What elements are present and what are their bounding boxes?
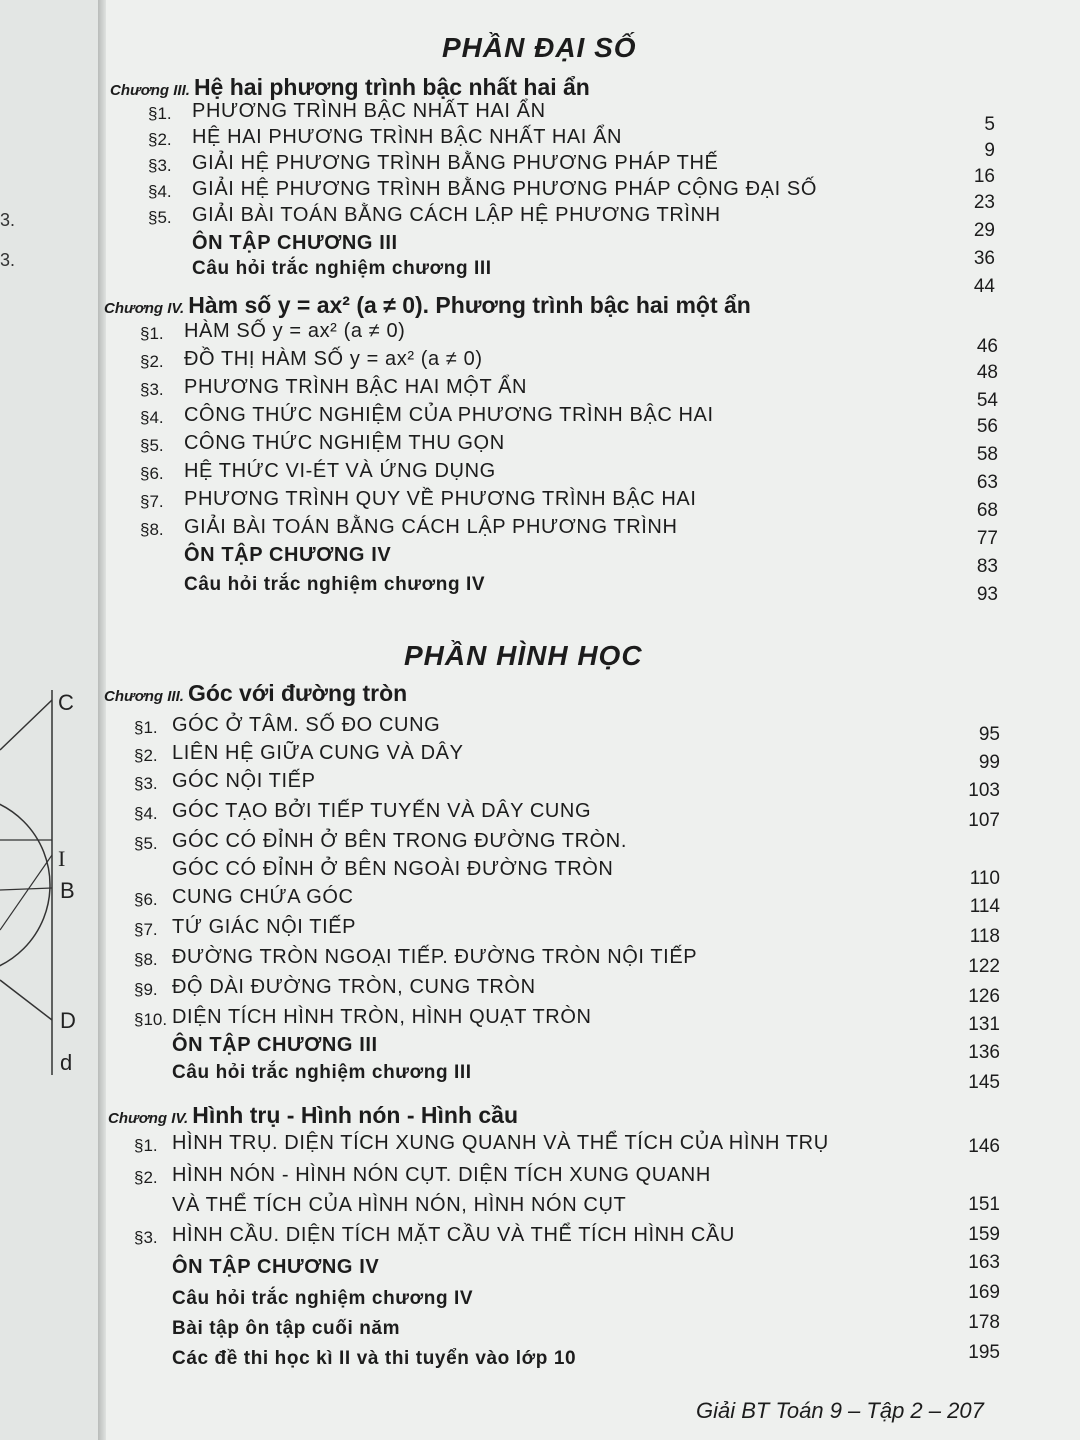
left-page-mark: 3. bbox=[0, 250, 16, 270]
toc-entry bbox=[0, 258, 1080, 284]
page-number: 54 bbox=[976, 390, 998, 411]
page-number: 126 bbox=[968, 986, 1000, 1007]
entry-title: Câu hỏi trắc nghiệm chương IV bbox=[184, 574, 486, 595]
chapter-label: Chương III. bbox=[104, 688, 184, 705]
toc-entry bbox=[0, 1348, 1080, 1374]
page-number: 44 bbox=[973, 276, 995, 297]
entry-title: ĐỒ THỊ HÀM SỐ y = ax² (a ≠ 0) bbox=[184, 348, 483, 370]
entry-title: ĐƯỜNG TRÒN NGOẠI TIẾP. ĐƯỜNG TRÒN NỘI TIẾP bbox=[172, 946, 698, 968]
entry-title: VÀ THỂ TÍCH CỦA HÌNH NÓN, HÌNH NÓN CỤT bbox=[172, 1194, 627, 1216]
toc-entry bbox=[0, 1256, 1080, 1282]
toc-entry bbox=[0, 574, 1080, 600]
entry-title: HỆ THỨC VI-ÉT VÀ ỨNG DỤNG bbox=[184, 460, 496, 482]
page-number: 169 bbox=[968, 1282, 1000, 1303]
page-number: 58 bbox=[976, 444, 998, 465]
entry-title: PHƯƠNG TRÌNH BẬC NHẤT HAI ẨN bbox=[192, 100, 546, 122]
section-number: §3. bbox=[134, 1228, 158, 1247]
section-number: §5. bbox=[148, 208, 172, 227]
toc-entry bbox=[0, 742, 1080, 768]
entry-title: CÔNG THỨC NGHIỆM THU GỌN bbox=[184, 432, 505, 454]
toc-entry bbox=[0, 1062, 1080, 1088]
entry-title: ÔN TẬP CHƯƠNG III bbox=[172, 1034, 378, 1056]
page-number: 36 bbox=[973, 248, 995, 269]
section-number: §1. bbox=[140, 324, 164, 343]
page-number: 159 bbox=[968, 1224, 1000, 1245]
entry-title: Các đề thi học kì II và thi tuyển vào lớp 10 bbox=[172, 1348, 577, 1369]
toc-entry bbox=[0, 232, 1080, 258]
entry-title: ÔN TẬP CHƯƠNG IV bbox=[184, 544, 392, 566]
section-number: §3. bbox=[134, 774, 158, 793]
toc-entry bbox=[0, 1006, 1080, 1032]
entry-title: PHƯƠNG TRÌNH BẬC HAI MỘT ẨN bbox=[184, 376, 528, 398]
section-number: §2. bbox=[148, 130, 172, 149]
figure-label-d-lower: d bbox=[60, 1050, 73, 1075]
entry-title: GÓC NỘI TIẾP bbox=[172, 770, 316, 792]
toc-entry bbox=[0, 1164, 1080, 1190]
figure-label-b: B bbox=[60, 878, 75, 903]
page-number: 77 bbox=[976, 528, 998, 549]
section-number: §5. bbox=[140, 436, 164, 455]
page-number: 99 bbox=[978, 752, 1000, 773]
section-number: §8. bbox=[140, 520, 164, 539]
entry-title: LIÊN HỆ GIỮA CUNG VÀ DÂY bbox=[172, 742, 464, 764]
page-number: 146 bbox=[968, 1136, 1000, 1157]
chapter-geo4 bbox=[108, 1102, 518, 1129]
section-number: §7. bbox=[134, 920, 158, 939]
entry-title: ÔN TẬP CHƯƠNG IV bbox=[172, 1256, 380, 1278]
section-number: §2. bbox=[134, 746, 158, 765]
page-number: 29 bbox=[973, 220, 995, 241]
toc-entry bbox=[0, 460, 1080, 486]
page-number: 93 bbox=[976, 584, 998, 605]
section-number: §4. bbox=[148, 182, 172, 201]
entry-title: GÓC CÓ ĐỈNH Ở BÊN TRONG ĐƯỜNG TRÒN. bbox=[172, 830, 627, 852]
figure-label-i: I bbox=[58, 846, 66, 871]
toc-entry bbox=[0, 1318, 1080, 1344]
toc-entry bbox=[0, 1288, 1080, 1314]
page-number: 114 bbox=[969, 896, 1000, 917]
page-number: 5 bbox=[984, 114, 995, 135]
section-number: §8. bbox=[134, 950, 158, 969]
figure-label-d: D bbox=[60, 1008, 76, 1033]
chapter-title: Góc với đường tròn bbox=[187, 680, 408, 706]
section-number: §9. bbox=[134, 980, 158, 999]
section-number: §1. bbox=[148, 104, 172, 123]
page-number: 48 bbox=[976, 362, 998, 383]
section-number: §3. bbox=[148, 156, 172, 175]
page-number: 16 bbox=[973, 166, 995, 187]
entry-title: PHƯƠNG TRÌNH QUY VỀ PHƯƠNG TRÌNH BẬC HAI bbox=[184, 488, 697, 510]
chapter-label: Chương III. bbox=[110, 82, 190, 99]
toc-entry bbox=[0, 544, 1080, 570]
page-number: 46 bbox=[976, 336, 998, 357]
toc-entry bbox=[0, 152, 1080, 178]
entry-title: GIẢI BÀI TOÁN BẰNG CÁCH LẬP PHƯƠNG TRÌNH bbox=[184, 516, 678, 538]
section-number: §2. bbox=[134, 1168, 158, 1187]
page-number: 110 bbox=[969, 868, 1000, 889]
entry-title: GIẢI BÀI TOÁN BẰNG CÁCH LẬP HỆ PHƯƠNG TRÌNH bbox=[192, 204, 721, 226]
entry-title: HÌNH NÓN - HÌNH NÓN CỤT. DIỆN TÍCH XUNG QUANH bbox=[172, 1164, 711, 1186]
toc-entry bbox=[0, 488, 1080, 514]
entry-title: CUNG CHỨA GÓC bbox=[172, 886, 354, 908]
toc-entry bbox=[0, 1224, 1080, 1250]
entry-title: GIẢI HỆ PHƯƠNG TRÌNH BẰNG PHƯƠNG PHÁP CỘNG ĐẠI SỐ bbox=[192, 178, 817, 200]
page-number: 56 bbox=[976, 416, 998, 437]
toc-entry bbox=[0, 404, 1080, 430]
section-number: §2. bbox=[140, 352, 164, 371]
chapter-title: Hệ hai phương trình bậc nhất hai ẩn bbox=[193, 74, 590, 100]
chapter-label: Chương IV. bbox=[108, 1110, 189, 1127]
toc-entry bbox=[0, 770, 1080, 796]
toc-entry bbox=[0, 204, 1080, 230]
toc-entry bbox=[0, 976, 1080, 1002]
section-number: §3. bbox=[140, 380, 164, 399]
page-number: 95 bbox=[978, 724, 1000, 745]
chapter-alg3 bbox=[110, 74, 590, 101]
page-number: 122 bbox=[968, 956, 1000, 977]
toc-entry bbox=[0, 178, 1080, 204]
toc-entry bbox=[0, 916, 1080, 942]
section-number: §7. bbox=[140, 492, 164, 511]
toc-entry bbox=[0, 100, 1080, 126]
entry-title: TỨ GIÁC NỘI TIẾP bbox=[172, 916, 357, 938]
entry-title: HÌNH TRỤ. DIỆN TÍCH XUNG QUANH VÀ THỂ TÍCH CỦA HÌNH TRỤ bbox=[172, 1132, 829, 1154]
entry-title: ÔN TẬP CHƯƠNG III bbox=[192, 232, 398, 254]
part-geometry-heading: PHẦN HÌNH HỌC bbox=[404, 640, 643, 671]
toc-entry bbox=[0, 830, 1080, 856]
part-algebra-heading: PHẦN ĐẠI SỐ bbox=[442, 32, 637, 63]
entry-title: ĐỘ DÀI ĐƯỜNG TRÒN, CUNG TRÒN bbox=[172, 976, 536, 998]
entry-title: DIỆN TÍCH HÌNH TRÒN, HÌNH QUẠT TRÒN bbox=[172, 1006, 592, 1028]
section-number: §1. bbox=[134, 1136, 158, 1155]
toc-entry bbox=[0, 946, 1080, 972]
entry-title: HỆ HAI PHƯƠNG TRÌNH BẬC NHẤT HAI ẨN bbox=[192, 126, 623, 148]
page-number: 23 bbox=[973, 192, 995, 213]
page-number: 178 bbox=[968, 1312, 1000, 1333]
page-number: 145 bbox=[968, 1072, 1000, 1093]
toc-entry bbox=[0, 348, 1080, 374]
toc-entry bbox=[0, 320, 1080, 346]
chapter-title: Hàm số y = ax² (a ≠ 0). Phương trình bậc hai một ẩn bbox=[188, 292, 751, 318]
toc-entry bbox=[0, 714, 1080, 740]
toc-entry bbox=[0, 1194, 1080, 1220]
toc-entry bbox=[0, 516, 1080, 542]
entry-title: GÓC CÓ ĐỈNH Ở BÊN NGOÀI ĐƯỜNG TRÒN bbox=[172, 858, 614, 880]
toc-entry bbox=[0, 886, 1080, 912]
page-number: 103 bbox=[968, 780, 1000, 801]
chapter-alg4 bbox=[104, 292, 751, 319]
section-number: §5. bbox=[134, 834, 158, 853]
entry-title: Bài tập ôn tập cuối năm bbox=[172, 1318, 401, 1339]
entry-title: CÔNG THỨC NGHIỆM CỦA PHƯƠNG TRÌNH BẬC HAI bbox=[184, 404, 714, 426]
toc-entry bbox=[0, 1132, 1080, 1158]
figure-label-c: C bbox=[58, 690, 74, 715]
entry-title: Câu hỏi trắc nghiệm chương III bbox=[172, 1062, 472, 1083]
section-number: §4. bbox=[140, 408, 164, 427]
page-number: 68 bbox=[976, 500, 998, 521]
entry-title: HÌNH CẦU. DIỆN TÍCH MẶT CẦU VÀ THỂ TÍCH HÌNH CẦU bbox=[172, 1224, 735, 1246]
entry-title: GÓC TẠO BỞI TIẾP TUYẾN VÀ DÂY CUNG bbox=[172, 800, 592, 822]
toc-entry bbox=[0, 126, 1080, 152]
toc-entry bbox=[0, 432, 1080, 458]
chapter-title: Hình trụ - Hình nón - Hình cầu bbox=[192, 1102, 519, 1128]
page-number: 195 bbox=[968, 1342, 1000, 1363]
entry-title: HÀM SỐ y = ax² (a ≠ 0) bbox=[184, 320, 406, 342]
page-number: 118 bbox=[969, 926, 1000, 947]
section-number: §1. bbox=[134, 718, 158, 737]
toc-entry bbox=[0, 376, 1080, 402]
left-page-mark: 3. bbox=[0, 210, 16, 230]
entry-title: Câu hỏi trắc nghiệm chương III bbox=[192, 258, 492, 279]
page-number: 9 bbox=[984, 140, 995, 161]
toc-entry bbox=[0, 1034, 1080, 1060]
section-number: §10. bbox=[134, 1010, 168, 1029]
entry-title: GIẢI HỆ PHƯƠNG TRÌNH BẰNG PHƯƠNG PHÁP THẾ bbox=[192, 152, 719, 174]
page-number: 131 bbox=[968, 1014, 1000, 1035]
page-footer: Giải BT Toán 9 – Tập 2 – 207 bbox=[696, 1398, 984, 1423]
section-number: §6. bbox=[140, 464, 164, 483]
page-number: 83 bbox=[976, 556, 998, 577]
chapter-label: Chương IV. bbox=[104, 300, 185, 317]
page-number: 163 bbox=[968, 1252, 1000, 1273]
section-number: §6. bbox=[134, 890, 158, 909]
toc-entry bbox=[0, 858, 1080, 884]
page-number: 136 bbox=[968, 1042, 1000, 1063]
entry-title: GÓC Ở TÂM. SỐ ĐO CUNG bbox=[172, 714, 441, 736]
entry-title: Câu hỏi trắc nghiệm chương IV bbox=[172, 1288, 474, 1309]
toc-entry bbox=[0, 800, 1080, 826]
page-number: 151 bbox=[968, 1194, 1000, 1215]
page-number: 63 bbox=[976, 472, 998, 493]
section-number: §4. bbox=[134, 804, 158, 823]
page-number: 107 bbox=[968, 810, 1000, 831]
chapter-geo3 bbox=[104, 680, 407, 707]
